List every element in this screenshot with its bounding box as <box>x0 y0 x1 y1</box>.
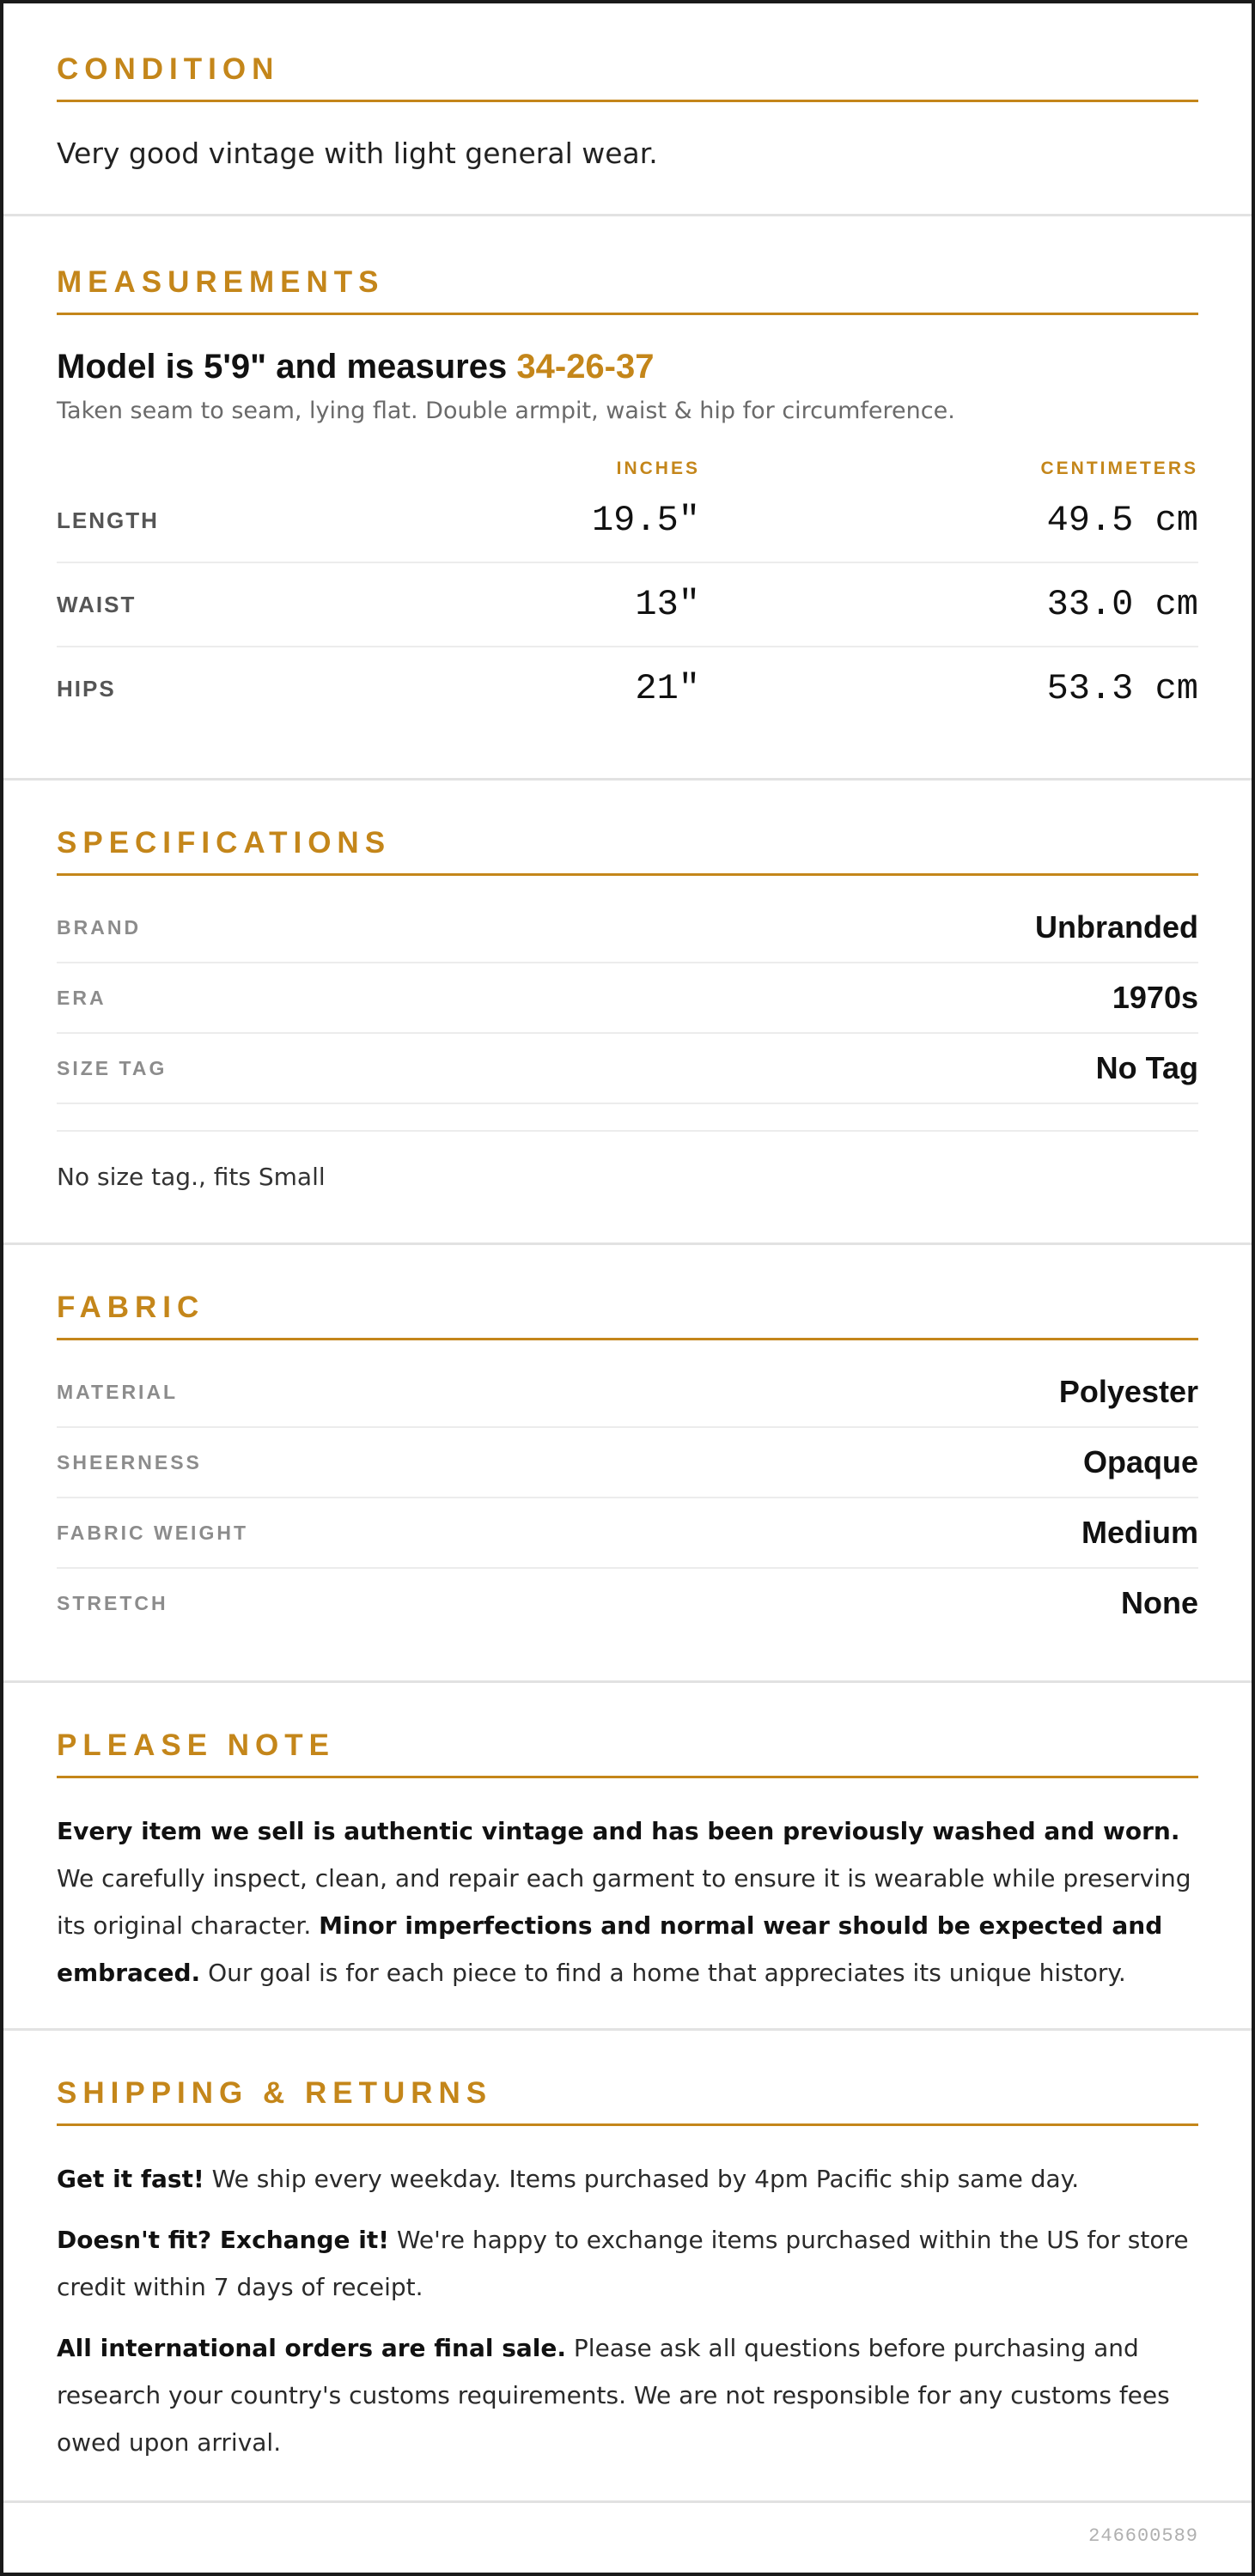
measurement-row <box>57 479 1198 563</box>
measurement-inches: 19.5" <box>591 500 700 541</box>
inches-column-header: INCHES <box>616 459 700 478</box>
shipping-text-2: We're happy to exchange items purchased within the US for store credit within 7 days of receipt. <box>57 2226 1189 2301</box>
measurement-table-header <box>57 459 1198 479</box>
fabric-row <box>57 1569 1198 1637</box>
shipping-text-1: We ship every weekday. Items purchased by 4pm Pacific ship same day. <box>204 2165 1080 2193</box>
shipping-bold-3: All international orders are final sale. <box>57 2334 567 2362</box>
measurement-cm: 53.3 cm <box>1046 668 1198 709</box>
condition-text: Very good vintage with light general wear. <box>57 137 658 170</box>
spec-value: No Tag <box>1095 1050 1198 1085</box>
note-bold-1: Every item we sell is authentic vintage and has been previously washed and worn. <box>57 1817 1180 1845</box>
fabric-label: STRETCH <box>57 1591 168 1614</box>
shipping-text-3: Please ask all questions before purchasing and research your country's customs requirements. We are not responsible for any customs fees owed upon arrival. <box>57 2334 1170 2457</box>
measurement-table <box>57 479 1198 730</box>
measurement-row <box>57 647 1198 730</box>
spec-label: ERA <box>57 986 107 1009</box>
fabric-title: FABRIC <box>57 1290 1198 1340</box>
note-bold-2: Minor imperfections and normal wear should be expected and embraced. <box>57 1911 1163 1987</box>
shipping-bold-2: Doesn't fit? Exchange it! <box>57 2226 389 2254</box>
shipping-paragraph-1 <box>57 2155 1198 2202</box>
fabric-row <box>57 1498 1198 1569</box>
measurement-label: LENGTH <box>57 507 159 533</box>
measurement-inches: 21" <box>635 668 700 709</box>
measurements-section <box>3 216 1252 781</box>
fabric-value: Medium <box>1081 1515 1198 1550</box>
condition-section <box>3 3 1252 216</box>
centimeters-column-header: CENTIMETERS <box>1040 459 1198 478</box>
please-note-text <box>57 1807 1198 1996</box>
specifications-title: SPECIFICATIONS <box>57 825 1198 876</box>
please-note-section <box>3 1683 1252 2031</box>
please-note-title: PLEASE NOTE <box>57 1728 1198 1778</box>
model-prefix: Model is 5'9" and measures <box>57 348 508 386</box>
fabric-value: None <box>1121 1585 1198 1620</box>
fabric-label: SHEERNESS <box>57 1450 202 1473</box>
spec-row <box>57 893 1198 963</box>
measurement-label: WAIST <box>57 591 137 617</box>
fabric-label: MATERIAL <box>57 1380 179 1403</box>
note-text-1: We carefully inspect, clean, and repair each garment to ensure it is wearable while preserving its original character. <box>57 1864 1191 1940</box>
shipping-paragraph-3 <box>57 2324 1198 2466</box>
fabric-label: FABRIC WEIGHT <box>57 1521 248 1544</box>
shipping-section <box>3 2031 1252 2503</box>
fabric-row <box>57 1358 1198 1428</box>
measurement-cm: 33.0 cm <box>1046 584 1198 625</box>
specifications-section <box>3 781 1252 1245</box>
spec-label: SIZE TAG <box>57 1056 168 1079</box>
fabric-value: Opaque <box>1082 1444 1198 1479</box>
model-measures-value: 34-26-37 <box>516 348 655 386</box>
measurement-note: Taken seam to seam, lying flat. Double armpit, waist & hip for circumference. <box>57 398 955 424</box>
fabric-value: Polyester <box>1058 1374 1198 1409</box>
fabric-list <box>57 1358 1198 1637</box>
shipping-title: SHIPPING & RETURNS <box>57 2075 1198 2126</box>
shipping-bold-1: Get it fast! <box>57 2165 204 2193</box>
fabric-section <box>3 1245 1252 1683</box>
spec-value: Unbranded <box>1034 909 1198 945</box>
measurements-title: MEASUREMENTS <box>57 264 1198 315</box>
footer <box>3 2503 1252 2569</box>
specifications-list <box>57 893 1198 1104</box>
fabric-row <box>57 1428 1198 1498</box>
spec-row <box>57 1034 1198 1104</box>
spec-value: 1970s <box>1112 980 1198 1015</box>
shipping-paragraph-2 <box>57 2216 1198 2311</box>
measurement-cm: 49.5 cm <box>1046 500 1198 541</box>
size-note: No size tag., fits Small <box>57 1130 1198 1191</box>
condition-title: CONDITION <box>57 52 1198 102</box>
measurement-row <box>57 563 1198 647</box>
measurement-label: HIPS <box>57 675 116 702</box>
spec-label: BRAND <box>57 915 142 939</box>
note-text-2: Our goal is for each piece to find a home that appreciates its unique history. <box>200 1959 1126 1987</box>
measurement-inches: 13" <box>635 584 700 625</box>
spec-row <box>57 963 1198 1034</box>
sku-number: 246600589 <box>1088 2525 1198 2547</box>
model-measurements <box>57 346 1198 387</box>
